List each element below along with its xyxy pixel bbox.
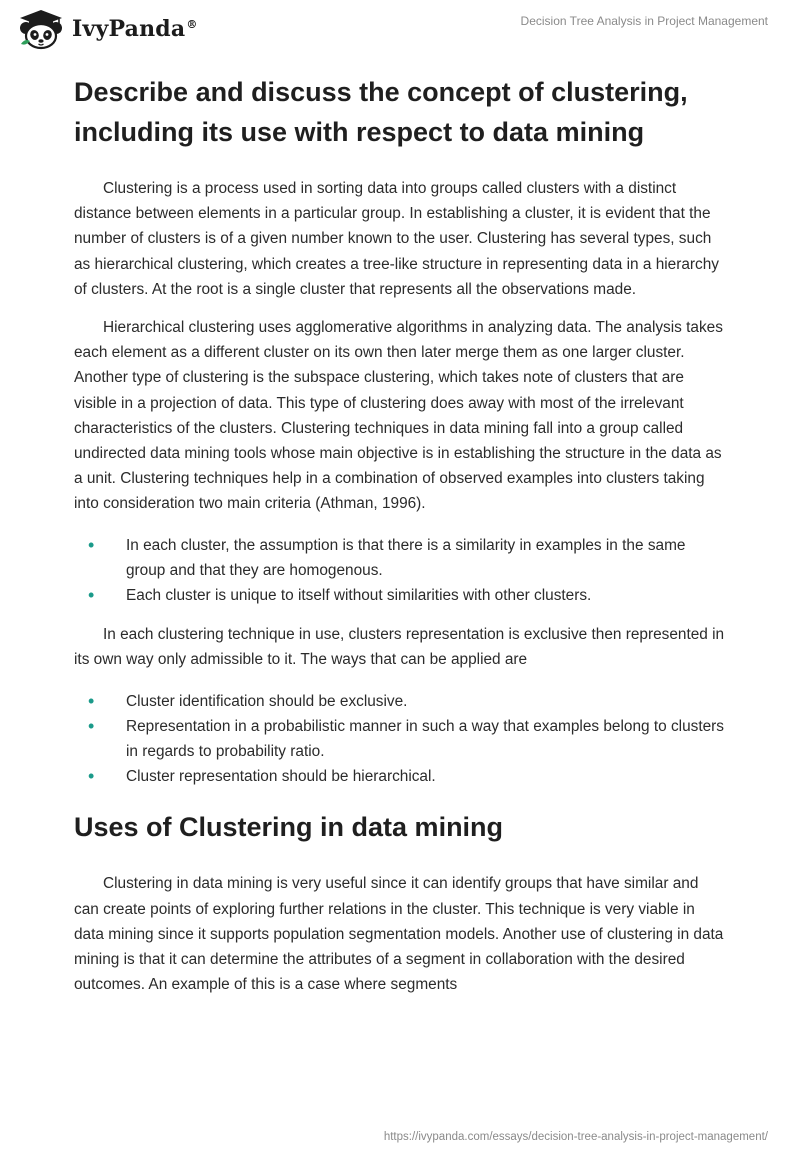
bullet-icon: • — [88, 715, 95, 736]
paragraph: Hierarchical clustering uses agglomerative algorithms in analyzing data. The analysis takes each element as a different cluster on its own then later merge them as one larger cluster. Another type of clustering is the subspace clustering, which takes note of clusters that are visible in a projection of data. This type of clustering does away with most of the irrelevant characteristics of the clusters. Clustering techniques in data mining fall into a group called undirected data mining tools whose main objective is in establishing the structure in the data as a unit. Clustering techniques help in a combination of observed examples into clusters taking into consideration two main criteria (Athman, 1996). — [74, 319, 723, 513]
list-item: • Cluster identification should be exclusive. — [74, 689, 726, 714]
list-item: • Each cluster is unique to itself without similarities with other clusters. — [74, 583, 726, 608]
panda-graduate-icon — [16, 8, 66, 50]
brand-logo[interactable] — [16, 8, 198, 50]
list-item: • In each cluster, the assumption is that there is a similarity in examples in the same group and that they are homogenous. — [88, 534, 686, 579]
document-title: Decision Tree Analysis in Project Management — [520, 14, 768, 28]
brand-name: IvyPanda® — [72, 16, 198, 42]
paragraph: Clustering is a process used in sorting data into groups called clusters with a distinct distance between elements in a particular group. In establishing a cluster, it is evident that the number of clusters is of a given number known to the user. Clustering has several types, such as hierarchical clustering, which creates a tree-like structure in representing data in a hierarchy of clusters. At the root is a single cluster that represents all the observations made. — [74, 180, 720, 298]
bullet-icon: • — [88, 534, 95, 555]
bullet-icon: • — [88, 766, 95, 787]
bullet-icon: • — [88, 585, 95, 606]
representation-list — [74, 689, 726, 790]
paragraph: Clustering in data mining is very useful since it can identify groups that have similar and can create points of exploring further relations in the cluster. This technique is very viable in data mining since it supports population segmentation models. Another use of clustering in data mining is that it can determine the attributes of a segment in collaboration with the desired outcomes. An example of this is a case where segments — [74, 875, 724, 994]
section-heading-concept: Describe and discuss the concept of clustering, including its use with respect to data mining — [74, 77, 688, 147]
source-url[interactable]: https://ivypanda.com/essays/decision-tree-analysis-in-project-management/ — [383, 1131, 768, 1143]
list-item: • Cluster representation should be hierarchical. — [74, 764, 726, 789]
paragraph: In each clustering technique in use, clusters representation is exclusive then represented in its own way only admissible to it. The ways that can be applied are — [74, 626, 725, 669]
criteria-list — [74, 533, 726, 609]
list-item: • Representation in a probabilistic manner in such a way that examples belong to clusters in regards to probability ratio. — [88, 715, 724, 761]
section-heading-uses: Uses of Clustering in data mining — [74, 812, 504, 843]
bullet-icon: • — [88, 690, 95, 711]
article-body — [74, 72, 726, 997]
page-header — [0, 0, 800, 60]
